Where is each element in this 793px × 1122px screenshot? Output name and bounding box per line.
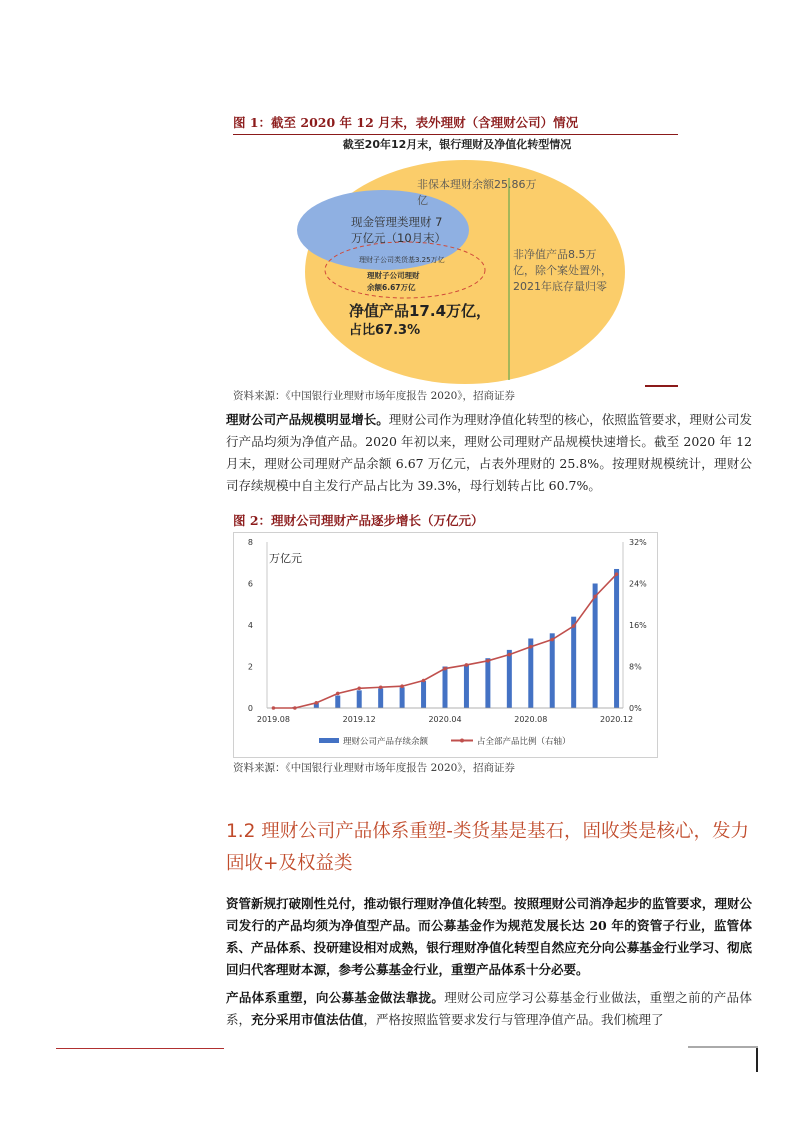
paragraph-1-lead: 理财公司产品规模明显增长。 [226,412,389,427]
bar [464,664,469,708]
nonguarantee-label-1: 非保本理财余额25.86万 [417,178,537,191]
ratio-point [357,686,361,690]
ratio-point [572,624,576,628]
bar [550,633,555,708]
right-tick-label: 16% [629,621,647,630]
nonnet-label-3: 2021年底存量归零 [513,280,607,293]
left-tick-label: 0 [247,704,253,713]
legend-line-label: 占全部产品比例（右轴） [477,737,571,747]
paragraph-3 [226,987,752,1031]
ratio-point [443,667,447,671]
right-tick-label: 0% [629,704,642,713]
net-label-2: 占比67.3% [349,323,421,338]
paragraph-1-body: 理财公司作为理财净值化转型的核心，依照监管要求，理财公司发行产品均须为净值产品。2020 年初以来，理财公司理财产品规模快速增长。截至 2020 年 12 月末，理财公司理财产品余额 6.67 万亿元，占表外理财的 25.8%。按理财规模统计，理财公司存续规模中自主发行产品占比为 39.3%，母行划转占比 60.7%。 [226,412,752,493]
right-tick-label: 8% [629,662,642,672]
sub-balance-label-2: 余额6.67万亿 [367,283,416,292]
figure1-subtitle: 截至20年12月末，银行理财及净值化转型情况 [342,138,572,151]
figure1-source: 资料来源：《中国银行业理财市场年度报告 2020》，招商证券 [233,390,516,402]
footer-rule-left [56,1048,224,1049]
paragraph-3-body-1: 理财公司应学习公募基金行业做法，重塑之前的产品体系， [226,990,752,1027]
figure2-chart [233,532,658,758]
legend-bar-label: 理财公司产品存续余额 [343,737,429,747]
paragraph-3-emphasis: 充分采用市值法估值 [251,1012,364,1027]
right-tick-label: 24% [629,579,647,589]
ratio-point [315,701,319,705]
cash-label-2: 万亿元（10月末） [351,231,447,245]
ratio-point [486,659,490,663]
paragraph-3-lead: 产品体系重塑，向公募基金做法靠拢。 [226,990,445,1005]
paragraph-2: 资管新规打破刚性兑付，推动银行理财净值化转型。按照理财公司消净起步的监管要求，理财公司发行的产品均须为净值型产品。而公募基金作为规范发展长达 20 年的资管子行业，监管体系、产品体系、投研建设相对成熟，银行理财净值化转型自然应充分向公募基金行业学习、彻底回归代客理财本源，参考公募基金行业，重塑产品体系十分必要。 [226,896,752,977]
x-tick-label: 2020.04 [428,715,462,724]
sub-balance-label-1: 理财子公司理财 [367,271,420,280]
figure1-diagram [233,134,678,386]
page-marker [756,1048,758,1072]
ratio-point [550,638,554,642]
ratio-point [336,692,340,696]
x-tick-label: 2020.08 [514,715,548,724]
net-label-1: 净值产品17.4万亿， [349,302,492,320]
ratio-point [293,706,297,710]
x-tick-label: 2019.08 [256,715,290,724]
left-tick-label: 4 [247,621,253,630]
sub-cash-label: 理财子公司类货基3.25万亿 [359,256,445,264]
bar [614,569,619,708]
left-tick-label: 8 [247,538,253,547]
bar [443,667,448,709]
chart-unit-label: 万亿元 [269,552,302,565]
bar [421,681,426,708]
bar [335,696,340,708]
nonnet-label-2: 亿，除个案处置外， [513,264,612,277]
bar [400,687,405,708]
cash-label-1: 现金管理类理财 7 [351,215,443,229]
ratio-point [508,653,512,657]
figure1-bottom-rule [645,385,678,387]
bar [378,688,383,708]
left-tick-label: 2 [247,662,253,672]
legend-line-marker [460,739,464,743]
bar [485,658,490,708]
bar [593,584,598,709]
bar [571,617,576,708]
paragraph-1 [226,409,752,497]
bar [507,650,512,708]
nonguarantee-label-2: 亿 [417,194,428,207]
x-tick-label: 2020.12 [600,715,634,724]
x-tick-label: 2019.12 [342,715,376,724]
figure2-source: 资料来源：《中国银行业理财市场年度报告 2020》，招商证券 [233,762,516,774]
figure2-title: 图 2：理财公司理财产品逐步增长（万亿元） [233,512,655,533]
section-heading: 1.2 理财公司产品体系重塑-类货基是基石，固收类是核心，发力固收+及权益类 [226,821,749,874]
bar [528,638,533,708]
ratio-point [529,645,533,649]
ratio-point [379,685,383,689]
paragraph-3-body-2: ，严格按照监管要求发行与管理净值产品。我们梳理了 [363,1012,664,1027]
ratio-point [615,572,619,576]
footer-rule-right [688,1046,758,1048]
ratio-point [593,595,597,599]
figure1-title: 图 1：截至 2020 年 12 月末，表外理财（含理财公司）情况 [233,114,678,135]
ratio-point [272,706,276,710]
nonnet-label-1: 非净值产品8.5万 [513,248,597,261]
ratio-point [422,679,426,683]
legend-bar-swatch [319,738,339,743]
right-tick-label: 32% [629,538,647,547]
bar [357,690,362,708]
ratio-point [400,684,404,688]
left-tick-label: 6 [247,579,253,589]
ratio-point [465,663,469,667]
